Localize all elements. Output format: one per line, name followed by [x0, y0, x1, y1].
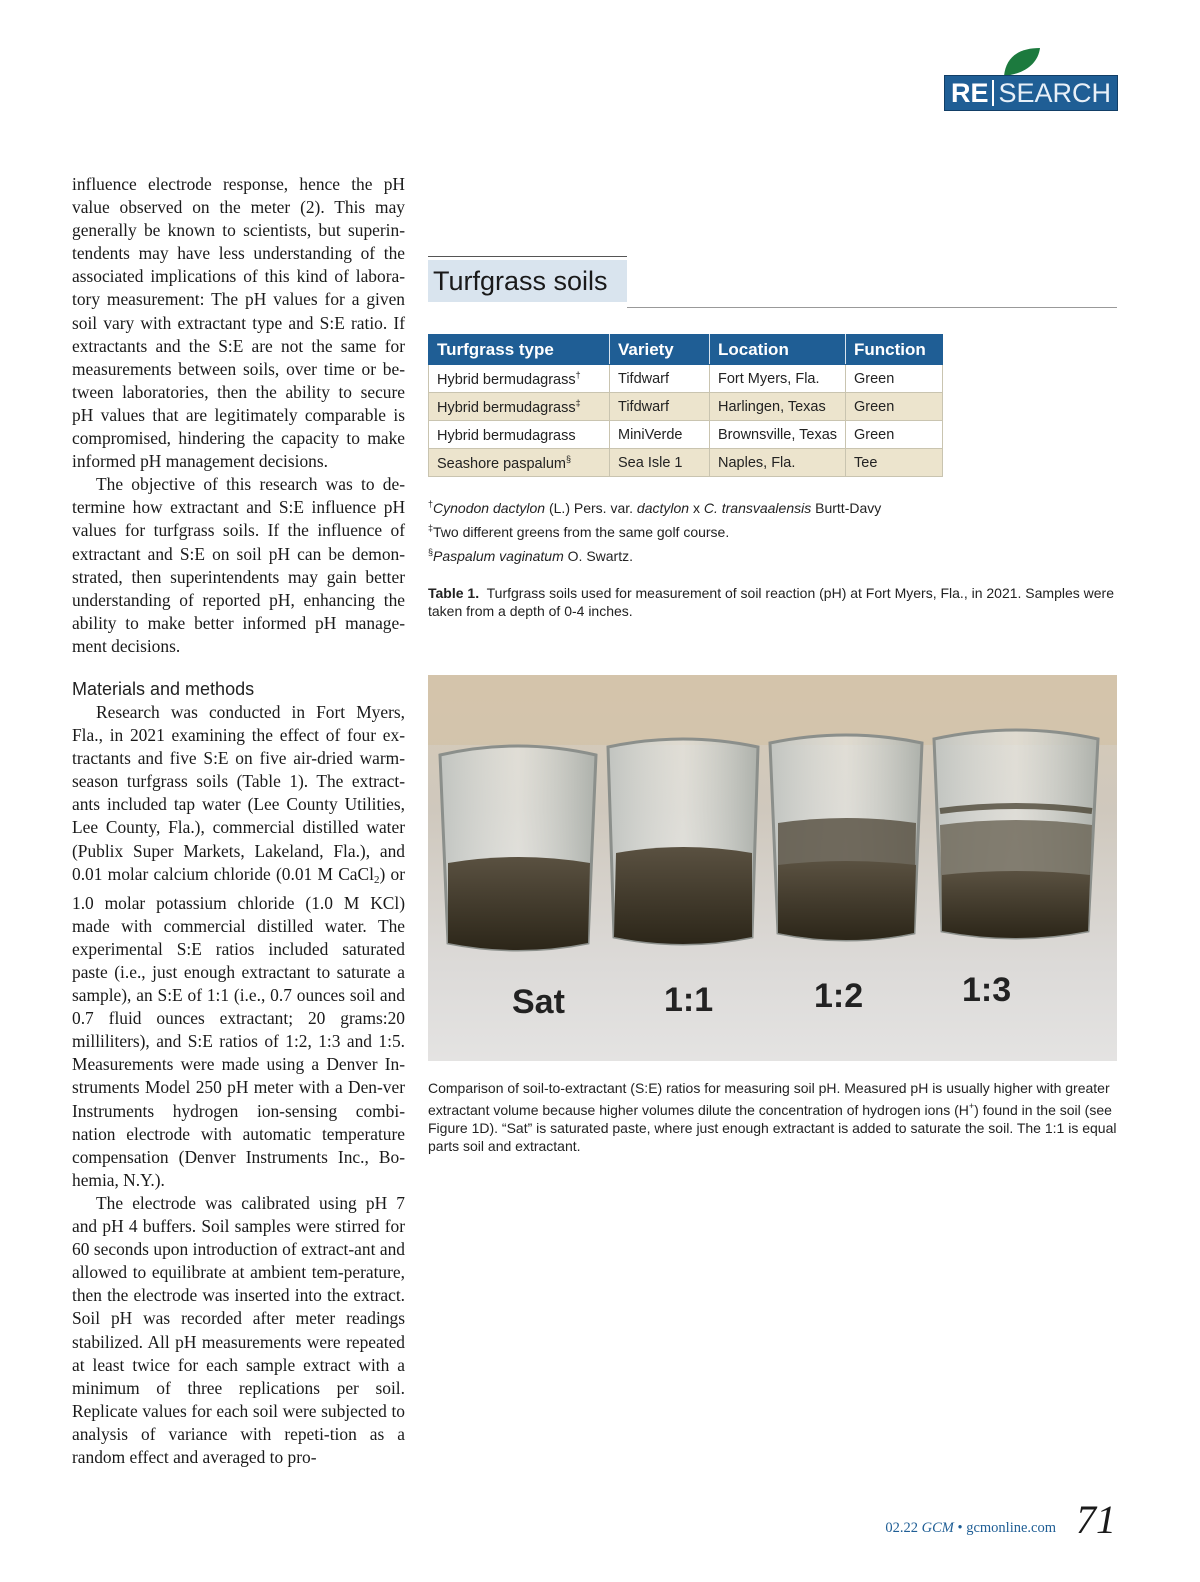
cell-type: Hybrid bermudagrass — [429, 421, 610, 449]
sidebar-title: Turfgrass soils — [428, 260, 627, 302]
cell-variety: MiniVerde — [610, 421, 710, 449]
cell-location: Harlingen, Texas — [710, 393, 846, 421]
cell-location: Brownsville, Texas — [710, 421, 846, 449]
table-header-row — [429, 335, 943, 365]
column-header: Variety — [610, 335, 710, 365]
photo-label: 1:3 — [962, 971, 1012, 1009]
photo-label: Sat — [512, 983, 565, 1021]
photo-caption: Comparison of soil-to-extractant (S:E) ratios for measuring soil pH. Measured pH is usually higher with greater extractant volume because higher volumes dilute the concentration of hydrogen ions (H+) found in the soil (see Figure 1D). “Sat” is saturated paste, where just enough extractant is added to saturate the soil. The 1:1 is equal parts soil and extractant. — [428, 1080, 1117, 1154]
sidebar-top-rule — [428, 256, 627, 257]
beakers-illustration — [428, 675, 1117, 1061]
cell-variety: Tifdwarf — [610, 393, 710, 421]
cell-location: Fort Myers, Fla. — [710, 365, 846, 393]
paragraph-objective: The objective of this research was to de-termine how extractant and S:E influence pH values for turfgrass soils. If the influence of extractant and S:E on soil pH can be demon-strated, then superintendents may gain better understanding of reported pH, enhancing the ability to make better informed pH manage-ment decisions. — [72, 474, 405, 656]
beaker-1-1 — [608, 739, 758, 944]
paragraph-intro: influence electrode response, hence the pH value observed on the meter (2). This may generally be known to scientists, but superin-tendents may have less understanding of the associated implications of this kind of labora-tory measurement: The pH values for a given soil vary with extractant type and S:E ratio. If extractants and the S:E are not the same for measurements between soils, over time or be-tween laboratories, then the ability to secure pH values that are legitimately comparable is compromised, hindering the capacity to make informed pH management decisions. — [72, 174, 405, 472]
photo-label: 1:2 — [814, 977, 864, 1015]
research-section-logo — [944, 46, 1118, 112]
cell-function: Green — [846, 421, 943, 449]
cell-type: Hybrid bermudagrass‡ — [429, 393, 610, 421]
cell-function: Green — [846, 365, 943, 393]
page-number: 71 — [1076, 1497, 1116, 1542]
sidebar-divider-rule — [627, 307, 1117, 308]
section-heading-materials: Materials and methods — [72, 678, 255, 699]
leaf-icon — [1002, 46, 1042, 76]
beaker-1-2 — [770, 735, 922, 940]
beakers-photo — [428, 675, 1117, 1061]
body-text-column — [72, 173, 405, 1469]
issue-line: 02.22 GCM • gcmonline.com — [885, 1520, 1056, 1536]
logo-bold-text: RE — [950, 77, 989, 108]
cell-variety: Tifdwarf — [610, 365, 710, 393]
cell-type: Hybrid bermudagrass† — [429, 365, 610, 393]
table-footnotes — [428, 494, 1118, 566]
table-row — [429, 449, 943, 477]
cell-function: Tee — [846, 449, 943, 477]
subscript: 2 — [373, 873, 380, 886]
page-footer — [830, 1496, 1120, 1546]
beaker-sat — [440, 746, 596, 950]
table-caption: Table 1. Turfgrass soils used for measurement of soil reaction (pH) at Fort Myers, Fla., in 2021. Samples were taken from a depth of 0-4 inches. — [428, 585, 1115, 619]
column-header: Turfgrass type — [429, 335, 610, 365]
footnote-1: †Cynodon dactylon (L.) Pers. var. dactylon x C. transvaalensis Burtt-Davy — [428, 499, 882, 516]
paragraph-calibration: The electrode was calibrated using pH 7 and pH 4 buffers. Soil samples were stirred for 60 seconds upon introduction of extract-ant and allowed to equilibrate at ambient tem-perature, then the electrode was inserted into the extract. Soil pH was recorded after meter readings stabilized. All pH measurements were repeated at least twice for each sample extract with a minimum of three replications per soil. Replicate values for each soil were subjected to analysis of variance with repeti-tion as a random effect and averaged to pro- — [72, 1192, 405, 1467]
table-row — [429, 393, 943, 421]
beaker-1-3 — [934, 730, 1098, 938]
cell-type: Seashore paspalum§ — [429, 449, 610, 477]
logo-light-text: SEARCH — [998, 77, 1112, 108]
turfgrass-soils-table — [428, 334, 943, 477]
photo-label: 1:1 — [664, 981, 714, 1019]
footnote-2: ‡Two different greens from the same golf course. — [428, 523, 730, 540]
section-banner — [944, 75, 1118, 111]
table-row — [429, 421, 943, 449]
paragraph-methods: Research was conducted in Fort Myers, Fla., in 2021 examining the effect of four ex-tractants and five S:E on five air-dried warm-season turfgrass soils (Table 1). The extract-ants included tap water (Lee County Utilities, Lee County, Fla.), commercial distilled water (Publix Super Markets, Lakeland, Fla.), and 0.01 molar calcium chloride (0.01 M CaCl$_2$) or 1.0 molar potassium chloride (1.0 M KCl) made with commercial distilled water. The experimental S:E ratios included saturated paste (i.e., just enough extractant to saturate a sample), an S:E of 1:1 (i.e., 0.7 ounces soil and 0.7 fluid ounces extractant; 20 grams:20 milliliters), and S:E ratios of 1:2, 1:3 and 1:5. Measurements were made using a Denver In-struments Model 250 pH meter with a Den-ver Instruments hydrogen ion-sensing combi-nation electrode with automatic temperature compensation (Denver Instruments Inc., Bo-hemia, N.Y.). — [72, 701, 405, 1190]
table-row — [429, 365, 943, 393]
cell-function: Green — [846, 393, 943, 421]
column-header: Function — [846, 335, 943, 365]
table-caption-label: Table 1. — [428, 585, 480, 601]
footnote-3: §Paspalum vaginatum O. Swartz. — [428, 547, 633, 564]
cell-location: Naples, Fla. — [710, 449, 846, 477]
column-header: Location — [710, 335, 846, 365]
cell-variety: Sea Isle 1 — [610, 449, 710, 477]
logo-divider — [992, 80, 994, 106]
